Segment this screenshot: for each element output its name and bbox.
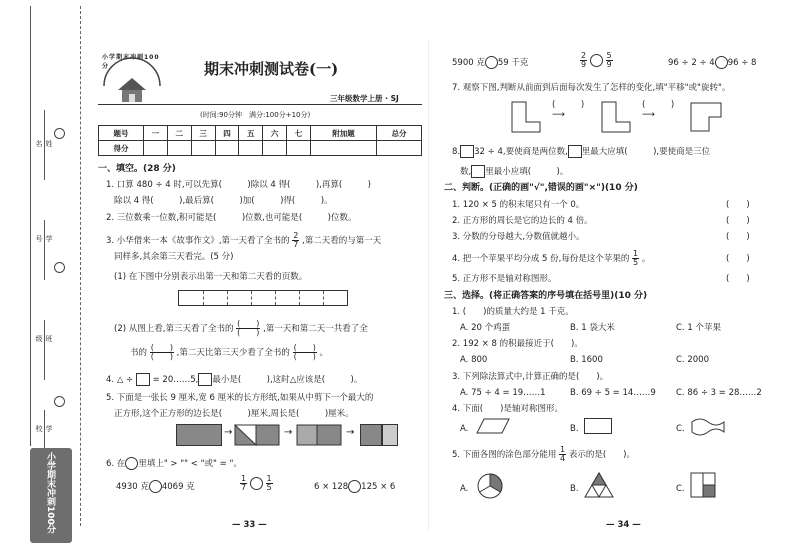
- triangle-shape-icon: [584, 472, 614, 498]
- choice-3-a[interactable]: A. 75 ÷ 4 = 19……1: [460, 388, 546, 398]
- arrow-icon: ⟶: [642, 110, 655, 120]
- choice-1-a[interactable]: A. 20 个鸡蛋: [460, 323, 511, 333]
- page-number-right: — 34 —: [606, 520, 641, 530]
- square-blank[interactable]: [568, 145, 582, 158]
- compare-circle[interactable]: [715, 56, 728, 69]
- time-info: (时间:90分钟 满分:100分+10分): [200, 111, 311, 119]
- choice-2-a[interactable]: A. 800: [460, 355, 488, 365]
- judge-2-answer[interactable]: ( ): [726, 216, 750, 226]
- square-shape-icon: [690, 472, 716, 498]
- choice-3-c[interactable]: C. 86 ÷ 3 = 28……2: [676, 388, 762, 398]
- transform-answer-2[interactable]: ( ): [642, 100, 675, 110]
- question-6: 6. 在 里填上" > "" < "或" = "。: [106, 459, 242, 469]
- choice-4-b[interactable]: B.: [570, 424, 579, 434]
- marker-circle-low: [54, 396, 65, 407]
- choice-4-a[interactable]: A.: [460, 424, 469, 434]
- score-cell[interactable]: [263, 141, 287, 156]
- school-line[interactable]: [44, 410, 45, 450]
- book-bar-diagram[interactable]: [178, 290, 348, 306]
- compare-circle[interactable]: [348, 480, 361, 493]
- compare-5: $\frac{2}{9}$ $\frac{5}{9}$: [581, 51, 612, 69]
- choice-2: 2. 192 × 8 的积最接近于( )。: [452, 339, 583, 349]
- name-line[interactable]: [44, 110, 45, 180]
- question-3-part2: (2) 从图上看,第三天看了全书的 $\frac{( )}{( )}$ ,第一天和第二天一共看了全: [114, 319, 368, 337]
- choice-1: 1. ( )的质量大约是 1 千克。: [452, 307, 574, 317]
- score-cell[interactable]: [215, 141, 239, 156]
- triangle-icon: △: [116, 375, 124, 385]
- square-blank[interactable]: [460, 145, 474, 158]
- compare-6: 96 ÷ 2 ÷ 4 96 ÷ 8: [668, 58, 757, 68]
- class-label: 班级: [35, 335, 53, 342]
- triangle-icon: △: [289, 375, 297, 385]
- compare-circle[interactable]: [149, 480, 162, 493]
- question-3-part2-line2: 书的 $\frac{( )}{( )}$ ,第二天比第三天少看了全书的 $\frac{( )}{( )}$ 。: [130, 343, 329, 361]
- arrow-icon: →: [346, 427, 355, 438]
- score-cell[interactable]: [143, 141, 167, 156]
- pie-shape-icon: [476, 472, 504, 500]
- question-7: 7. 观察下图,判断从前面到后面每次发生了怎样的变化,填"平移"或"旋转"。: [452, 83, 731, 93]
- score-header-row: [99, 126, 422, 141]
- score-header-cell: 附加题: [310, 126, 376, 141]
- cut-rectangle-shape: [234, 424, 280, 446]
- transformation-diagram: [506, 96, 736, 138]
- square-blank[interactable]: [471, 165, 485, 178]
- choice-2-c[interactable]: C. 2000: [676, 355, 709, 365]
- logo-text: 小学期末冲刺100分: [102, 54, 160, 70]
- question-2: 2. 三位数乘一位数,积可能是( )位数,也可能是( )位数。: [106, 213, 357, 223]
- compare-circle[interactable]: [590, 54, 603, 67]
- choice-3-b[interactable]: B. 69 ÷ 5 = 14……9: [570, 388, 656, 398]
- choice-5-b[interactable]: B.: [570, 484, 579, 494]
- fraction-2-7: $\frac{2}{7}$: [293, 231, 299, 249]
- question-8-line1: 8. 32 ÷ 4,要使商是两位数, 里最大应填( ),要使商是三位: [452, 147, 711, 157]
- compare-circle: [125, 457, 138, 470]
- judge-3-answer[interactable]: ( ): [726, 232, 750, 242]
- judge-1-answer[interactable]: ( ): [726, 200, 750, 210]
- question-3-line2: 同样多,其余第三天看完。(5 分): [114, 252, 234, 262]
- strip-shape: [382, 424, 398, 446]
- score-header-cell: 五: [239, 126, 263, 141]
- question-1-line2: 除以 4 得( ),最后算( )加( )得( )。: [114, 196, 333, 206]
- question-5-line2: 正方形,这个正方形的边长是( )厘米,周长是( )厘米。: [114, 409, 354, 419]
- square-blank[interactable]: [198, 373, 212, 386]
- compare-3: 6 × 128 125 × 6: [314, 482, 396, 492]
- bar-divider: [275, 291, 276, 305]
- center-divider: [428, 40, 429, 530]
- choice-5-a[interactable]: A.: [460, 484, 469, 494]
- score-cell[interactable]: [310, 141, 376, 156]
- score-table: [98, 125, 422, 156]
- compare-1: 4930 克 4069 克: [116, 482, 195, 492]
- judge-5-answer[interactable]: ( ): [726, 274, 750, 284]
- question-3-part1: (1) 在下图中分别表示出第一天和第二天看的页数。: [114, 272, 308, 282]
- page-number-left: — 33 —: [232, 520, 267, 530]
- score-cell[interactable]: [191, 141, 215, 156]
- logo: [98, 48, 166, 108]
- name-label: 姓名: [35, 140, 53, 147]
- transform-answer-1[interactable]: ( ): [552, 100, 585, 110]
- score-header-cell: 七: [287, 126, 311, 141]
- choice-4-c[interactable]: C.: [676, 424, 685, 434]
- score-cell[interactable]: [287, 141, 311, 156]
- score-header-cell: 六: [263, 126, 287, 141]
- compare-circle[interactable]: [485, 56, 498, 69]
- judge-4-answer[interactable]: ( ): [726, 254, 750, 264]
- arrow-icon: →: [284, 427, 293, 438]
- arrow-icon: →: [224, 427, 233, 438]
- fold-line: [80, 6, 81, 526]
- choice-5-c[interactable]: C.: [676, 484, 685, 494]
- compare-circle[interactable]: [250, 477, 263, 490]
- section-true-false: 二、判断。(正确的画"√",错误的画"×")(10 分): [444, 183, 638, 193]
- wave-shape-icon: [690, 416, 726, 436]
- page-title: 期末冲刺测试卷(一): [204, 60, 339, 78]
- fraction-blank[interactable]: $\frac{( )}{( )}$: [237, 319, 260, 337]
- header-rule: [98, 104, 422, 105]
- judge-5: 5. 正方形不是轴对称图形。: [452, 274, 557, 284]
- score-header-cell: 三: [191, 126, 215, 141]
- judge-4: 4. 把一个苹果平均分成 5 份,每份是这个苹果的 $\frac{1}{5}$ 。: [452, 249, 651, 267]
- question-4: 4. △ ÷ = 20……5, 最小是( ),这时△应该是( )。: [106, 375, 363, 385]
- score-row-label: 得分: [99, 141, 144, 156]
- bar-divider: [203, 291, 204, 305]
- bar-divider: [323, 291, 324, 305]
- question-3-line1: 3. 小华借来一本《故事作文》,第一天看了全书的 $\frac{2}{7}$ ,第二天看的与第一天: [106, 231, 382, 249]
- judge-1: 1. 120 × 5 的积末尾只有一个 0。: [452, 200, 585, 210]
- choice-2-b[interactable]: B. 1600: [570, 355, 603, 365]
- score-cell[interactable]: [376, 141, 421, 156]
- section-multiple-choice: 三、选择。(将正确答案的序号填在括号里)(10 分): [444, 291, 648, 301]
- left-strip-border: [30, 6, 31, 446]
- choice-5: 5. 下面各图的涂色部分能用 $\frac{1}{4}$ 表示的是( )。: [452, 445, 635, 463]
- square-shape: [360, 424, 382, 446]
- score-header-cell: 二: [167, 126, 191, 141]
- fraction-blank[interactable]: $\frac{( )}{( )}$: [150, 343, 173, 361]
- rectangle-shape: [176, 424, 222, 446]
- grade-label: 三年级数学上册 · SJ: [330, 94, 399, 103]
- fraction-blank[interactable]: $\frac{( )}{( )}$: [293, 343, 316, 361]
- number-line[interactable]: [44, 220, 45, 280]
- marker-circle-mid: [54, 262, 65, 273]
- rectangle-icon: [584, 418, 612, 434]
- choice-1-b[interactable]: B. 1 袋大米: [570, 323, 615, 333]
- school-label: 学校: [35, 425, 53, 432]
- compare-4: 5900 克 59 千克: [452, 58, 529, 68]
- score-cell[interactable]: [239, 141, 263, 156]
- score-header-cell: 四: [215, 126, 239, 141]
- score-header-cell: 一: [143, 126, 167, 141]
- question-8-line2: 数, 里最小应填( )。: [460, 167, 569, 177]
- class-line[interactable]: [44, 320, 45, 380]
- parallelogram-icon: [476, 418, 510, 434]
- bar-divider: [251, 291, 252, 305]
- section-fill-blank: 一、填空。(28 分): [98, 164, 176, 174]
- choice-1-c[interactable]: C. 1 个苹果: [676, 323, 721, 333]
- score-value-row: [99, 141, 422, 156]
- bar-divider: [299, 291, 300, 305]
- folded-shape: [296, 424, 342, 446]
- marker-circle-top: [54, 128, 65, 139]
- question-1-line1: 1. 口算 480 ÷ 4 时,可以先算( )除以 4 得( ),再算( ): [106, 180, 371, 190]
- score-header-cell: 题号: [99, 126, 144, 141]
- judge-3: 3. 分数的分母越大,分数值就越小。: [452, 232, 585, 242]
- binding-strip: [0, 0, 80, 560]
- arrow-icon: ⟶: [552, 110, 565, 120]
- paper-cut-diagram: [176, 424, 406, 446]
- question-5-line1: 5. 下面是一张长 9 厘米,宽 6 厘米的长方形纸,如果从中剪下一个最大的: [106, 393, 374, 403]
- bar-divider: [227, 291, 228, 305]
- judge-2: 2. 正方形的周长是它的边长的 4 倍。: [452, 216, 593, 226]
- choice-3: 3. 下列除法算式中,计算正确的是( )。: [452, 372, 609, 382]
- score-header-cell: 总分: [376, 126, 421, 141]
- number-label: 学号: [35, 235, 53, 242]
- choice-4: 4. 下面( )是轴对称图形。: [452, 404, 563, 414]
- compare-2: $\frac{1}{7}$ $\frac{1}{5}$: [241, 474, 272, 492]
- score-cell[interactable]: [167, 141, 191, 156]
- sidebar-badge: 小学期末冲刺100分: [30, 448, 72, 543]
- square-blank[interactable]: [136, 373, 150, 386]
